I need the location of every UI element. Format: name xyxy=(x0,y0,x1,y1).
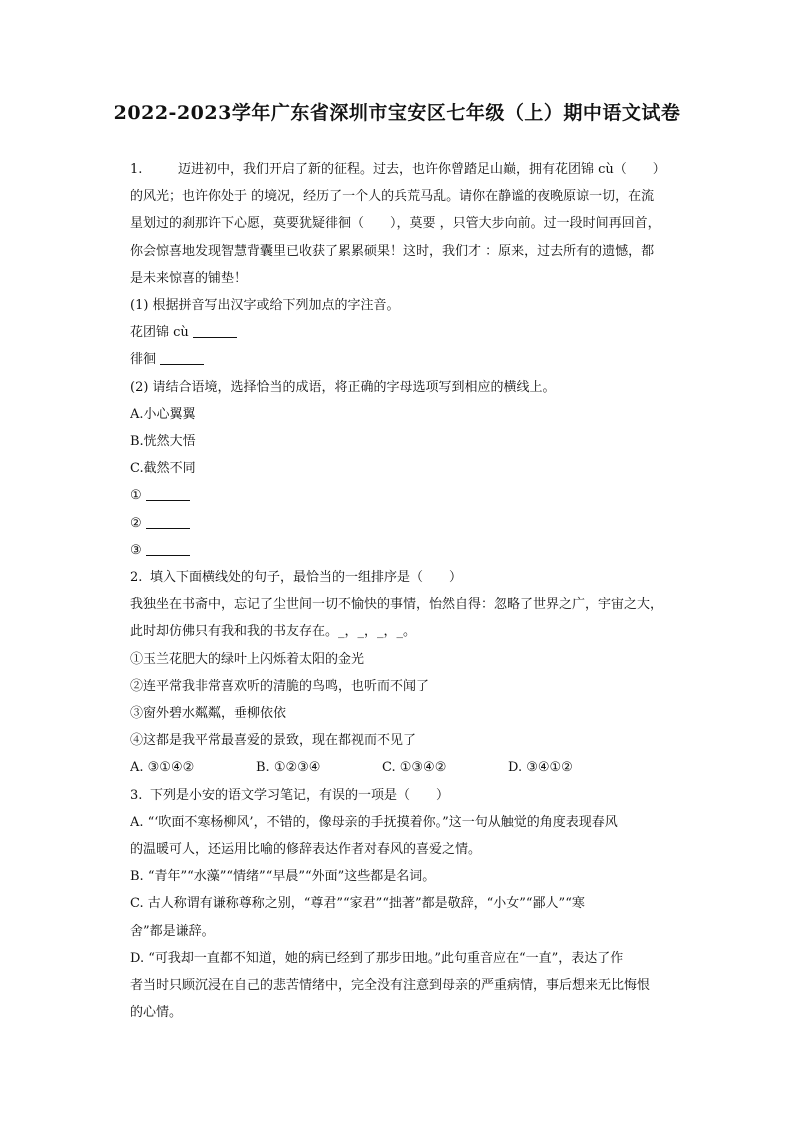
q3-stem-line xyxy=(130,782,690,809)
q3-option-d-line-3: 的心情。 xyxy=(130,1005,183,1021)
q1-line-1 xyxy=(130,156,690,183)
question-list xyxy=(130,156,690,1027)
q1-line-3: 星划过的刹那许下心愿，莫要犹疑徘徊（ ），莫要 ，只管大步向前。过一段时间再回首， xyxy=(130,216,661,232)
q1-option-a: A.小心翼翼 xyxy=(130,406,196,422)
q2-sentence-4: ④这都是我平常最喜爱的景致，现在都视而不见了 xyxy=(130,733,417,749)
q1-sub1-item-a xyxy=(130,319,690,346)
q1-line-2: 的风光；也许你处于 的境况，经历了一个人的兵荒马乱。请你在静谧的夜晚原谅一切，在流 xyxy=(130,189,655,205)
q3-option-b-line-1: B. “青年”“水藻”“情绪”“早晨”“外面”这些都是名词。 xyxy=(130,869,436,885)
circled-number: ③ xyxy=(130,542,142,558)
q2-option-c[interactable]: C. ①③④② xyxy=(382,760,447,776)
q1-sub1-label: (1) 根据拼音写出汉字或给下列加点的字注音。 xyxy=(130,298,400,314)
q3-option-c-line-1: C. 古人称谓有谦称尊称之别，“尊君”“家君”“拙著”都是敬辞，“小女”“鄙人”“寒 xyxy=(130,896,585,912)
q1-blank-row-1 xyxy=(130,482,690,509)
q1-sub2-label: (2) 请结合语境，选择恰当的成语，将正确的字母选项写到相应的横线上。 xyxy=(130,379,556,395)
page-title: 2022-2023学年广东省深圳市宝安区七年级（上）期中语文试卷 xyxy=(113,102,681,124)
q1-sub1-b-text: 徘徊 xyxy=(130,352,157,368)
q2-stem-line xyxy=(130,564,690,591)
q1-option-c: C.截然不同 xyxy=(130,461,196,477)
q2-stem: 填入下面横线处的句子，最恰当的一组排序是（ ） xyxy=(150,570,463,586)
q2-passage-2: 此时却仿佛只有我和我的书友存在。_，_，_，_。 xyxy=(130,624,417,640)
answer-blank[interactable] xyxy=(146,515,190,529)
q3-option-d-line-2: 者当时只顾沉浸在自己的悲苦情绪中，完全没有注意到母亲的严重病情，事后想来无比悔恨 xyxy=(130,978,651,994)
q2-sentence-1: ①玉兰花肥大的绿叶上闪烁着太阳的金光 xyxy=(130,651,365,667)
q2-option-b[interactable]: B. ①②③④ xyxy=(256,760,321,776)
q3-option-a-line-2: 的温暖可人，还运用比喻的修辞表达作者对春风的喜爱之情。 xyxy=(130,842,482,858)
answer-blank[interactable] xyxy=(146,487,190,501)
q1-sub1-item-b xyxy=(130,346,690,373)
q1-line-5: 是未来惊喜的铺垫！ xyxy=(130,270,248,286)
circled-number: ① xyxy=(130,488,142,504)
q1-text-1: 迈进初中，我们开启了新的征程。过去，也许你曾踏足山巅，拥有花团锦 cù（ ） xyxy=(178,162,666,177)
answer-blank[interactable] xyxy=(160,351,204,365)
q3-stem: 下列是小安的语文学习笔记，有误的一项是（ ） xyxy=(150,787,450,803)
circled-number: ② xyxy=(130,515,142,531)
q1-number: 1. xyxy=(130,162,143,177)
q1-sub1-a-text: 花团锦 cù xyxy=(130,325,189,341)
q2-sentence-2: ②连平常我非常喜欢听的清脆的鸟鸣，也听而不闻了 xyxy=(130,678,430,694)
q2-option-d[interactable]: D. ③④①② xyxy=(508,760,573,776)
q1-option-b: B.恍然大悟 xyxy=(130,434,196,450)
q2-passage-1: 我独坐在书斋中，忘记了尘世间一切不愉快的事情，怡然自得：忽略了世界之广，宇宙之大， xyxy=(130,597,664,613)
q2-sentence-3: ③窗外碧水粼粼，垂柳依依 xyxy=(130,706,287,722)
q2-number: 2. xyxy=(130,570,143,586)
q3-number: 3. xyxy=(130,787,143,803)
q3-option-a-line-1: A. “‘吹面不寒杨柳风’，不错的，像母亲的手抚摸着你。”这一句从触觉的角度表现春风 xyxy=(130,814,618,830)
answer-blank[interactable] xyxy=(193,324,237,338)
answer-blank[interactable] xyxy=(146,542,190,556)
q1-blank-row-2 xyxy=(130,510,690,537)
q3-option-c-line-2: 舍”都是谦辞。 xyxy=(130,923,215,939)
q1-line-4: 你会惊喜地发现智慧背囊里已收获了累累硕果！这时，我们才 ：原来，过去所有的遗憾，都 xyxy=(130,243,655,259)
q2-option-a[interactable]: A. ③①④② xyxy=(130,760,195,776)
q1-blank-row-3 xyxy=(130,537,690,564)
q3-option-d-line-1: D. “可我却一直都不知道，她的病已经到了那步田地。”此句重音应在“一直”，表达了作 xyxy=(130,950,624,966)
q2-options xyxy=(130,754,690,781)
